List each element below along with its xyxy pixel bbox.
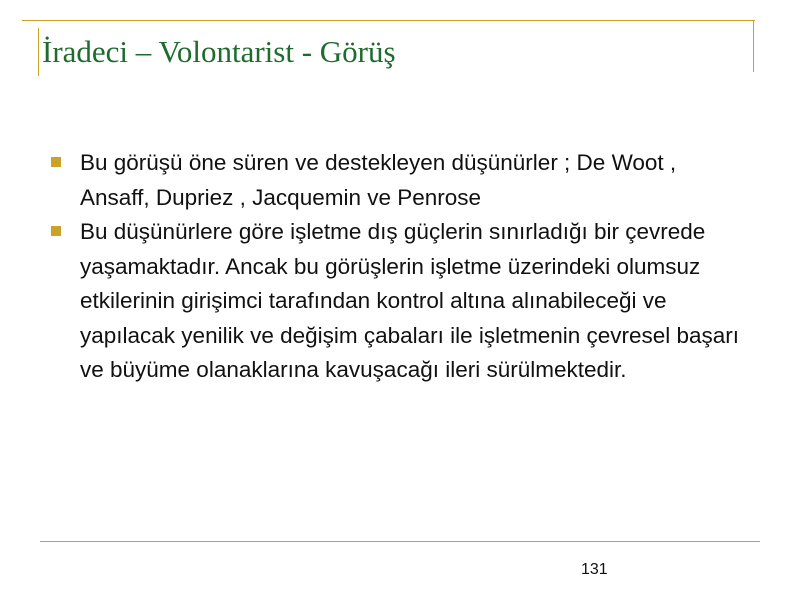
square-bullet-icon (51, 226, 61, 236)
bullet-item (44, 215, 744, 388)
slide-title: İradeci – Volontarist - Görüş (42, 34, 396, 69)
right-accent-line (753, 20, 754, 72)
bullet-list (44, 146, 744, 388)
bullet-item (44, 146, 744, 215)
left-accent-line (38, 28, 39, 76)
bottom-divider (40, 541, 760, 542)
square-bullet-icon (51, 157, 61, 167)
page-number: 131 (581, 561, 608, 578)
bullet-text: Bu görüşü öne süren ve destekleyen düşünürler ; De Woot , Ansaff, Dupriez , Jacquemin ve Penrose (80, 150, 677, 210)
top-divider (22, 20, 755, 21)
bullet-text: Bu düşünürlere göre işletme dış güçlerin sınırladığı bir çevrede yaşamaktadır. Ancak bu görüşlerin işletme üzerindeki olumsuz etkilerinin girişimci tarafından kontrol altına alınabileceği ve yapılacak yenilik ve değişim çabaları ile işletmenin çevresel başarı ve büyüme olanaklarına kavuşacağı ileri sürülmektedir. (80, 219, 740, 382)
